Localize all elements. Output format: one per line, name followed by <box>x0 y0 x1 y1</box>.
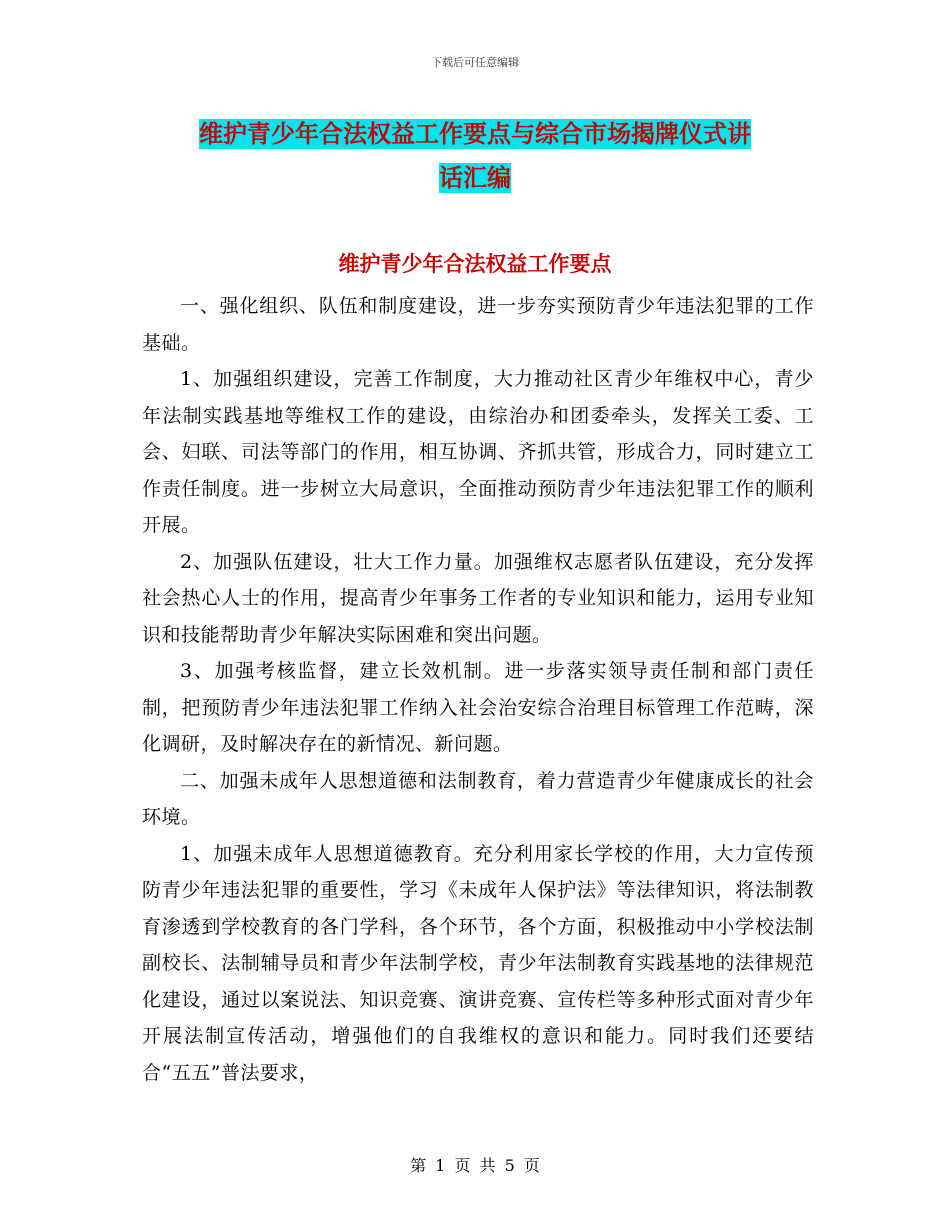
paragraph: 3、加强考核监督，建立长效机制。进一步落实领导责任制和部门责任制，把预防青少年违法犯罪工作纳入社会治安综合治理目标管理工作范畴，深化调研，及时解决存在的新情况、新问题。 <box>142 660 814 755</box>
document-body <box>142 288 814 1091</box>
section-title: 维护青少年合法权益工作要点 <box>338 252 612 276</box>
paragraph: 2、加强队伍建设，壮大工作力量。加强维权志愿者队伍建设，充分发挥社会热心人士的作用，提高青少年事务工作者的专业知识和能力，运用专业知识和技能帮助青少年解决实际困难和突出问题。 <box>142 550 814 646</box>
page-number-footer: 第 1 页 共 5 页 <box>410 1156 540 1175</box>
document-title <box>0 112 950 200</box>
paragraph: 一、强化组织、队伍和制度建设，进一步夯实预防青少年违法犯罪的工作基础。 <box>142 295 814 354</box>
paragraph: 二、加强未成年人思想道德和法制教育，着力营造青少年健康成长的社会环境。 <box>142 769 814 828</box>
document-title-line-2: 话汇编 <box>439 164 511 192</box>
header-note: 下载后可任意编辑 <box>431 56 519 69</box>
paragraph: 1、加强组织建设，完善工作制度，大力推动社区青少年维权中心，青少年法制实践基地等维权工作的建设，由综治办和团委牵头，发挥关工委、工会、妇联、司法等部门的作用，相互协调、齐抓共管，形成合力，同时建立工作责任制度。进一步树立大局意识，全面推动预防青少年违法犯罪工作的顺利开展。 <box>142 368 814 536</box>
document-title-line-1: 维护青少年合法权益工作要点与综合市场揭牌仪式讲 <box>199 120 751 148</box>
paragraph: 1、加强未成年人思想道德教育。充分利用家长学校的作用，大力宣传预防青少年违法犯罪的重要性，学习《未成年人保护法》等法律知识，将法制教育渗透到学校教育的各门学科，各个环节，各个方面，积极推动中小学校法制副校长、法制辅导员和青少年法制学校，青少年法制教育实践基地的法律规范化建设，通过以案说法、知识竞赛、演讲竞赛、宣传栏等多种形式面对青少年开展法制宣传活动，增强他们的自我维权的意识和能力。同时我们还要结合“五五”普法要求， <box>142 842 814 1084</box>
